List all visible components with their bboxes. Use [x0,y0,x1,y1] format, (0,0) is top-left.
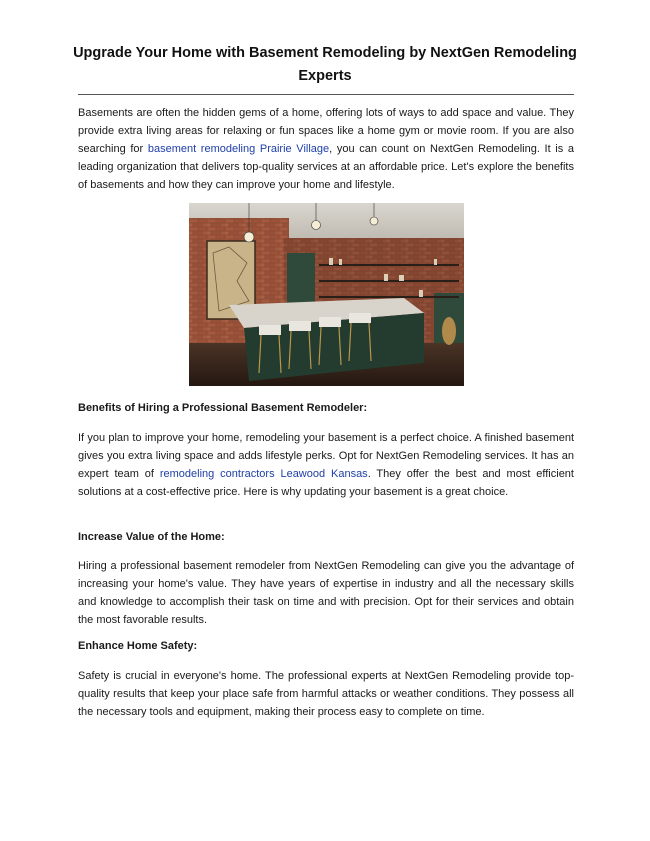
heading-benefits: Benefits of Hiring a Professional Basement Remodeler: [78,402,368,414]
remodeling-contractors-leawood-kansas-link[interactable]: remodeling contractors Leawood Kansas [159,468,368,480]
decor-statue [442,317,456,345]
benefits-text-end: . They offer the best and most efficient solutions at a cost-effective price. Here is why updating your basement is a great choice. [78,468,574,498]
basement-bar-photo [189,203,464,386]
page-title: Upgrade Your Home with Basement Remodeling by NextGen Remodeling Experts [73,45,577,84]
increase-value-paragraph: Hiring a professional basement remodeler from NextGen Remodeling can give you the advantage of increasing your home's value. They have years of expertise in industry and all the necessary skills and knowledge to accomplish their task on time and with precision. Opt for their services and obtain the most favorable results. [78,560,574,626]
intro-paragraph [78,104,574,194]
intro-text-start: Basements are often the hidden gems of a home, offering lots of ways to add space and value. They provide extra living areas for relaxing or fun spaces like a home gym or movie room. If you are also searching for [78,107,574,155]
heading-home-safety: Enhance Home Safety: [78,640,198,652]
heading-increase-value: Increase Value of the Home: [78,531,225,543]
home-safety-paragraph: Safety is crucial in everyone's home. The professional experts at NextGen Remodeling provide top-quality results that keep your place safe from harmful attacks or weather conditions. They possess all the necessary tools and equipment, making their process easy to complete on time. [78,670,574,718]
basement-remodeling-prairie-village-link[interactable]: basement remodeling Prairie Village [147,143,330,155]
benefits-text-start: If you plan to improve your home, remodeling your basement is a perfect choice. A finished basement gives you extra living space and adds lifestyle perks. Opt for NextGen Remodeling services. It has an expert team of [78,432,574,480]
intro-text-end: , you can count on NextGen Remodeling. It is a leading organization that delivers top-quality services at an affordable price. Let's explore the benefits of basements and how they can improve your home and lifestyle. [78,143,574,191]
title-divider [78,94,574,95]
benefits-paragraph [78,429,574,501]
